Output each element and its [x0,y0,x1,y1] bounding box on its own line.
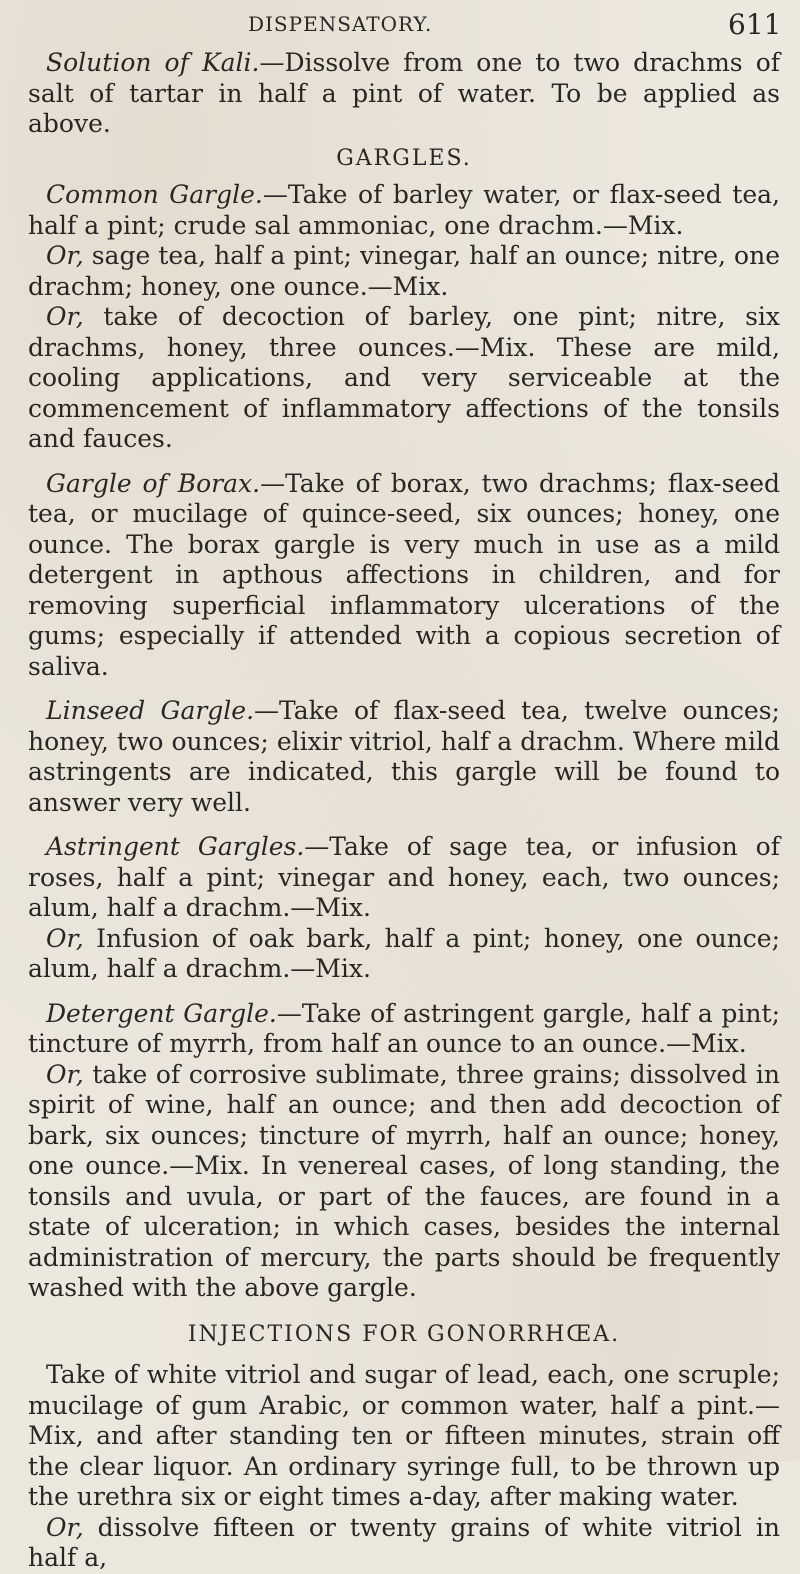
body-text [28,48,780,1574]
recipe-title: Linseed Gargle. [46,696,255,725]
paragraph-or-dissolve [28,1513,780,1574]
recipe-title: Common Gargle. [46,180,263,209]
recipe-text: —Take of sage tea, or infusion of roses, half a pint; vinegar and honey, each, two ounces; alum, half a drachm.—Mix. [28,832,780,922]
paragraph-take-white-vitriol [28,1360,780,1513]
paragraph-or-barley [28,302,780,455]
recipe-title: Astringent Gargles. [46,832,305,861]
recipe-title: Gargle of Borax. [46,468,261,498]
running-head: DISPENSATORY. [248,12,433,36]
paragraph-astringent-gargles [28,832,780,924]
recipe-text: dissolve fifteen or twenty grains of white vitriol in half a, [28,1512,780,1572]
paragraph-borax-gargle [28,469,780,683]
recipe-text: —Take of flax-seed tea, twelve ounces; honey, two ounces; elixir vitriol, half a drachm. Where mild astringents are indicated, this gargle will be found to answer very well. [28,696,780,817]
recipe-text: Take of white vitriol and sugar of lead, each, one scruple; mucilage of gum Arabic, or common water, half a pint.—Mix, and after standing ten or fifteen minutes, strain off the clear liquor. An ordinary syringe full, to be thrown up the urethra six or eight times a-day, after making water. [28,1360,780,1511]
recipe-text: —Take of barley water, or flax-seed tea, half a pint; crude sal ammoniac, one drachm.—Mix. [28,180,780,240]
recipe-text: take of corrosive sublimate, three grains; dissolved in spirit of wine, half an ounce; and then add decoction of bark, six ounces; tincture of myrrh, half an ounce; honey, one ounce.—Mix. In venereal cases, of long standing, the tonsils and uvula, or part of the fauces, are found in a state of ulceration; in which cases, besides the internal administration of mercury, the parts should be frequently washed with the above gargle. [28,1059,780,1302]
paragraph-linseed-gargle [28,696,780,818]
paragraph-or-corrosive [28,1060,780,1304]
recipe-title: Or, [46,923,84,953]
recipe-title: Or, [46,302,84,331]
recipe-text: take of decoction of barley, one pint; nitre, six drachms, honey, three ounces.—Mix. These are mild, cooling applications, and very serviceable at the commencement of inflammatory affections of the tonsils and fauces. [28,302,780,453]
recipe-title: Solution of Kali. [46,48,260,77]
recipe-title: Or, [46,241,84,270]
paragraph-or-sage [28,241,780,302]
recipe-text: sage tea, half a pint; vinegar, half an ounce; nitre, one drachm; honey, one ounce.—Mix. [28,241,780,301]
section-heading-gargles: GARGLES. [336,145,472,171]
recipe-title: Or, [46,1059,84,1089]
recipe-text: —Take of borax, two drachms; flax-seed tea, or mucilage of quince-seed, six ounces; honey, one ounce. The borax gargle is very much in use as a mild detergent in apthous affections in children, and for removing superficial inflammatory ulcerations of the gums; especially if attended with a copious secretion of saliva. [28,468,780,681]
recipe-title: Or, [46,1512,84,1542]
paragraph-detergent-gargle [28,999,780,1060]
page-header [0,8,800,48]
paragraph-or-oak-bark [28,924,780,985]
page-number: 611 [728,8,782,41]
recipe-text: —Take of astringent gargle, half a pint; tincture of myrrh, from half an ounce to an ounce.—Mix. [28,998,780,1058]
recipe-text: Infusion of oak bark, half a pint; honey, one ounce; alum, half a drachm.—Mix. [28,923,780,983]
recipe-title: Detergent Gargle. [46,998,277,1028]
paragraph-common-gargle [28,180,780,241]
recipe-text: —Dissolve from one to two drachms of salt of tartar in half a pint of water. To be applied as above. [28,48,780,138]
paragraph-solution-of-kali [28,48,780,140]
section-heading-injections: INJECTIONS FOR GONORRHŒA. [187,1321,621,1347]
